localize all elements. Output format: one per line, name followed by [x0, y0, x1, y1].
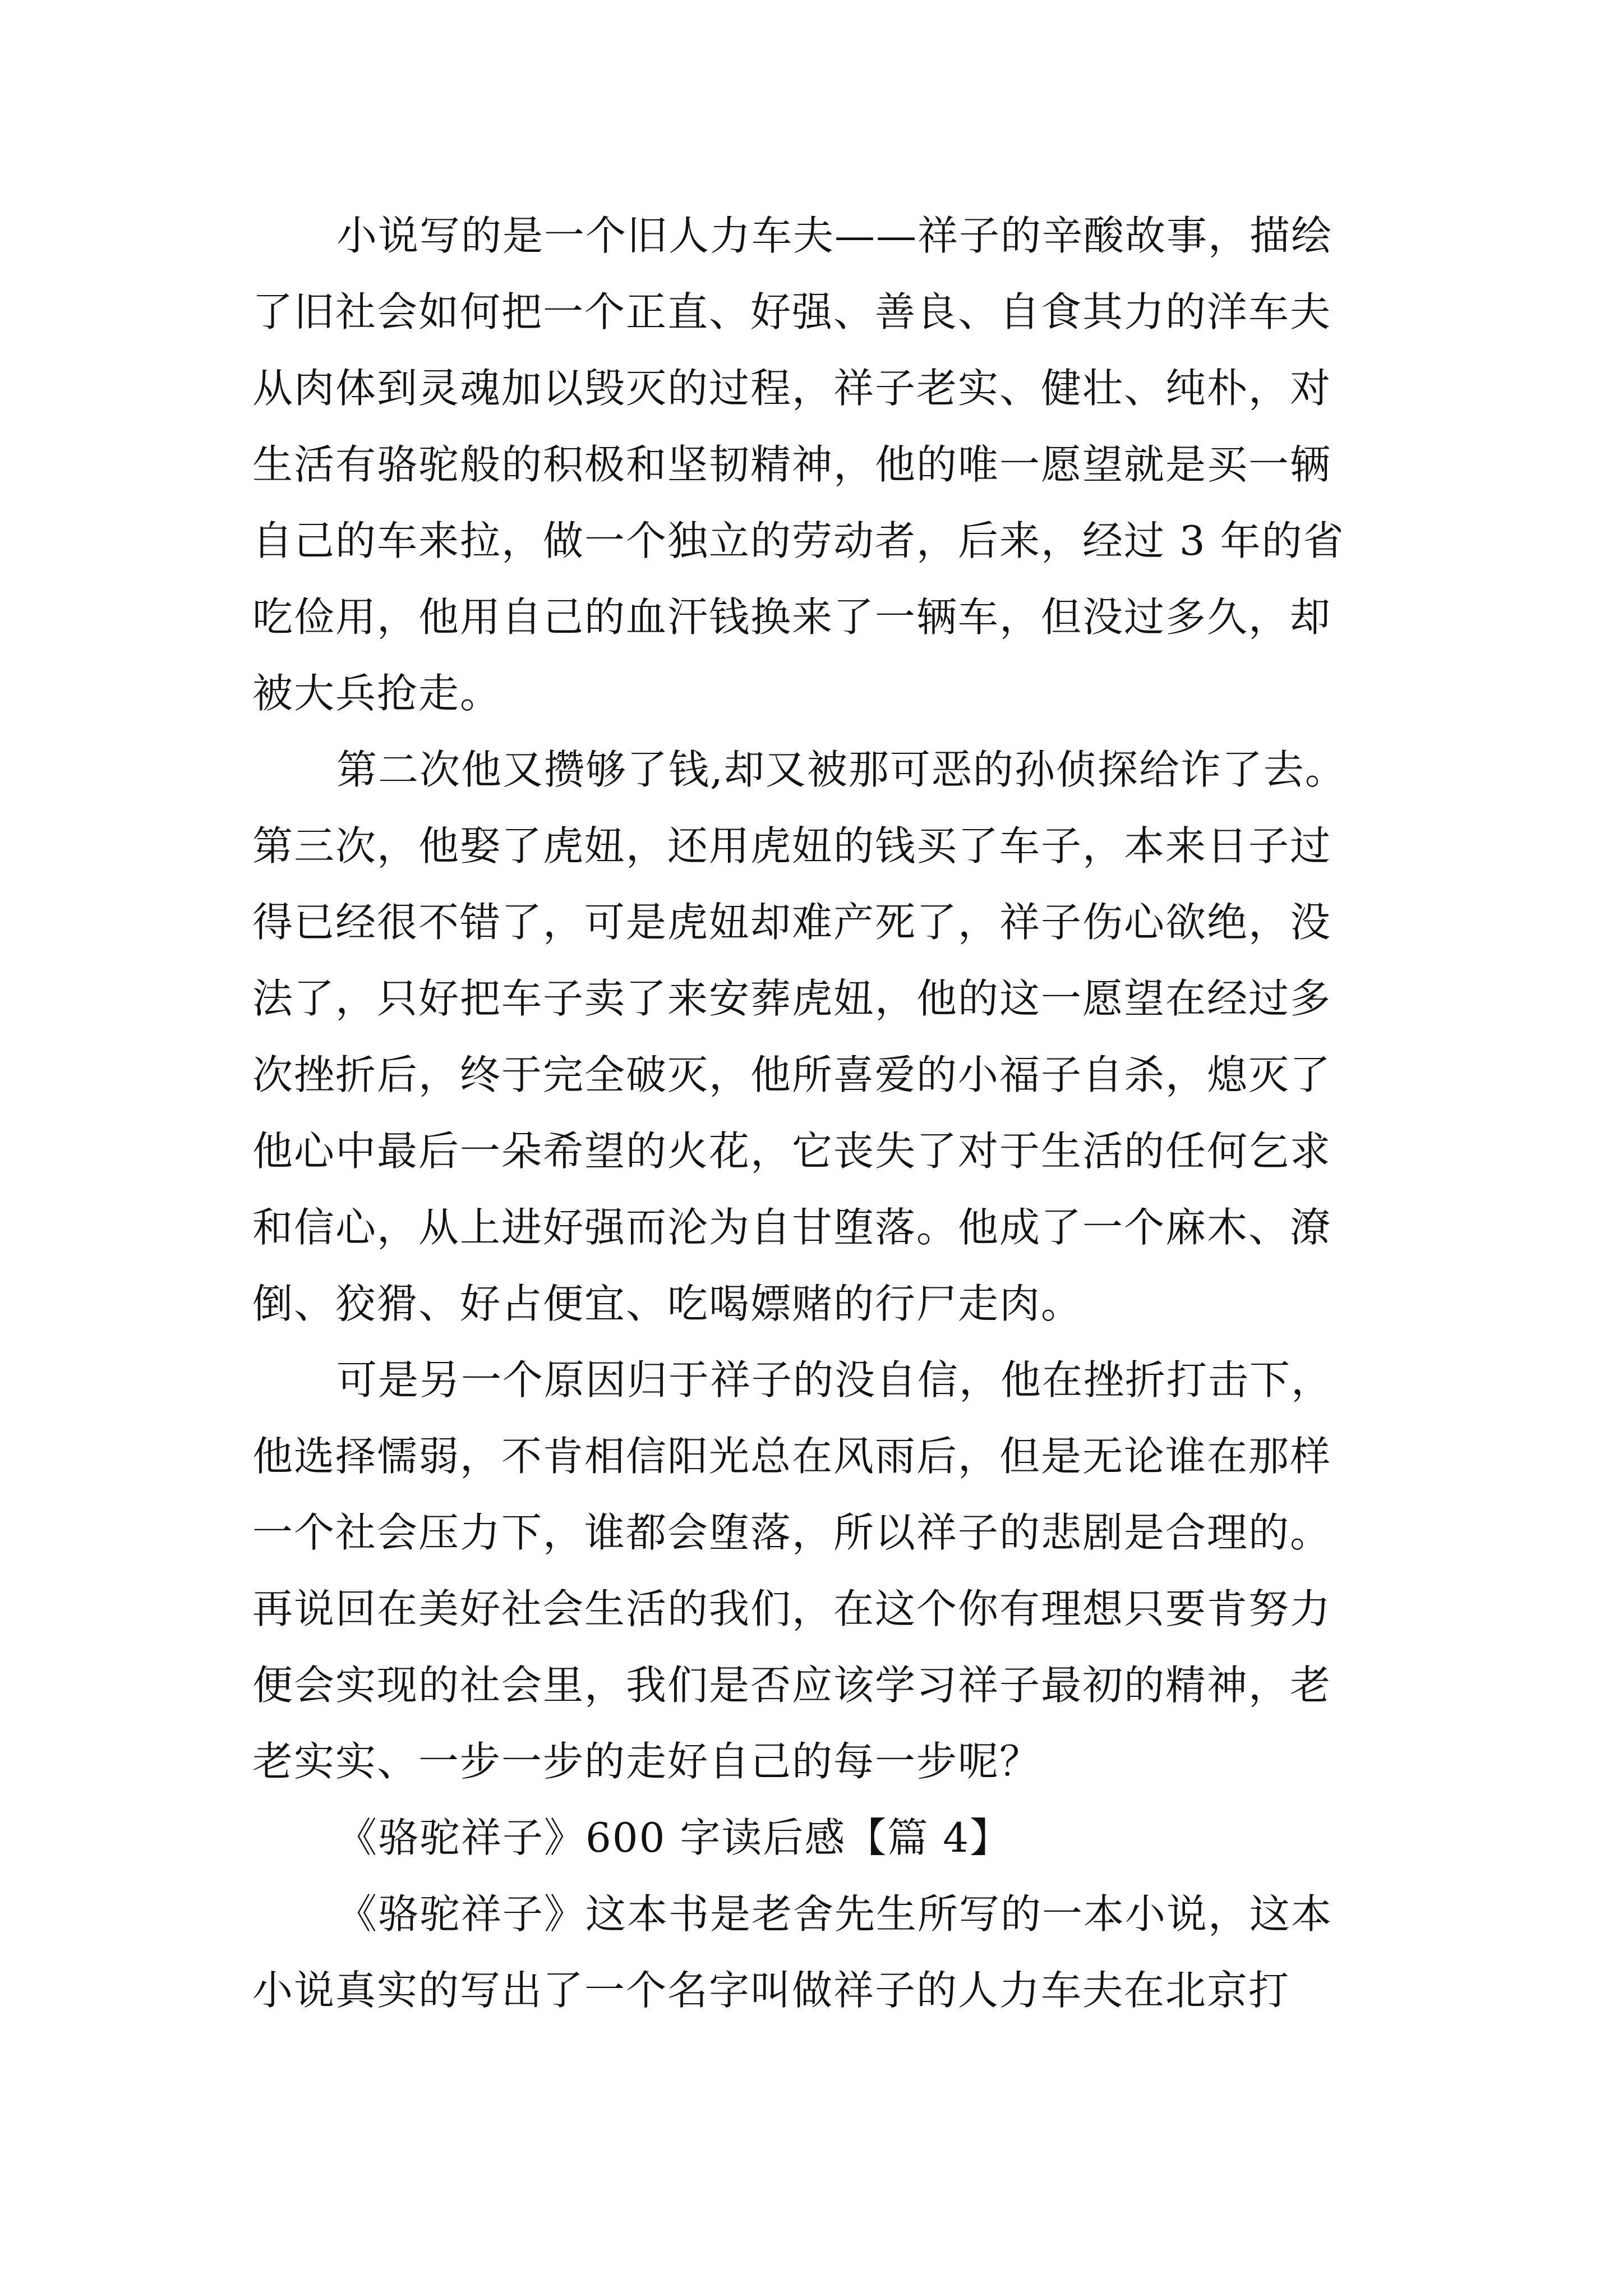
- text-line: 可是另一个原因归于祥子的没自信，他在挫折打击下，: [336, 1356, 1333, 1404]
- text-line: 吃俭用，他用自己的血汗钱换来了一辆车，但没过多久，却: [252, 593, 1332, 641]
- text-line: 倒、狡猾、好占便宜、吃喝嫖赌的行尸走肉。: [252, 1280, 1083, 1327]
- text-line: 小说写的是一个旧人力车夫——祥子的辛酸故事，描绘: [336, 212, 1333, 259]
- text-line: 一个社会压力下，谁都会堕落，所以祥子的悲剧是合理的。: [252, 1509, 1332, 1556]
- text-line: 被大兵抢走。: [252, 670, 502, 717]
- text-line: 生活有骆驼般的积极和坚韧精神，他的唯一愿望就是买一辆: [252, 441, 1332, 488]
- text-line: 老实实、一步一步的走好自己的每一步呢？: [252, 1738, 1041, 1785]
- text-line: 自己的车来拉，做一个独立的劳动者，后来，经过 3 年的省: [252, 517, 1345, 564]
- document-body: [252, 197, 1391, 2028]
- text-line: 第三次，他娶了虎妞，还用虎妞的钱买了车子，本来日子过: [252, 822, 1332, 869]
- text-line: 《骆驼祥子》这本书是老舍先生所写的一本小说，这本: [336, 1890, 1333, 1938]
- text-line: 了旧社会如何把一个正直、好强、善良、自食其力的洋车夫: [252, 288, 1332, 335]
- text-line: 小说真实的写出了一个名字叫做祥子的人力车夫在北京打: [252, 1967, 1290, 2014]
- text-line: 次挫折后，终于完全破灭，他所喜爱的小福子自杀，熄灭了: [252, 1051, 1332, 1098]
- text-line: 第二次他又攒够了钱,却又被那可恶的孙侦探给诈了去。: [336, 746, 1347, 793]
- text-line: 便会实现的社会里，我们是否应该学习祥子最初的精神，老: [252, 1662, 1332, 1709]
- text-line: 得已经很不错了，可是虎妞却难产死了，祥子伤心欲绝，没: [252, 899, 1332, 946]
- text-line: 和信心，从上进好强而沦为自甘堕落。他成了一个麻木、潦: [252, 1204, 1332, 1251]
- text-line: 他选择懦弱，不肯相信阳光总在风雨后，但是无论谁在那样: [252, 1433, 1332, 1480]
- section-heading: 《骆驼祥子》600 字读后感【篇 4】: [336, 1814, 1012, 1861]
- text-line: 他心中最后一朵希望的火花，它丧失了对于生活的任何乞求: [252, 1128, 1332, 1175]
- text-line: 法了，只好把车子卖了来安葬虎妞，他的这一愿望在经过多: [252, 975, 1332, 1022]
- text-line: 从肉体到灵魂加以毁灭的过程，祥子老实、健壮、纯朴，对: [252, 365, 1332, 412]
- text-line: 再说回在美好社会生活的我们，在这个你有理想只要肯努力: [252, 1585, 1332, 1632]
